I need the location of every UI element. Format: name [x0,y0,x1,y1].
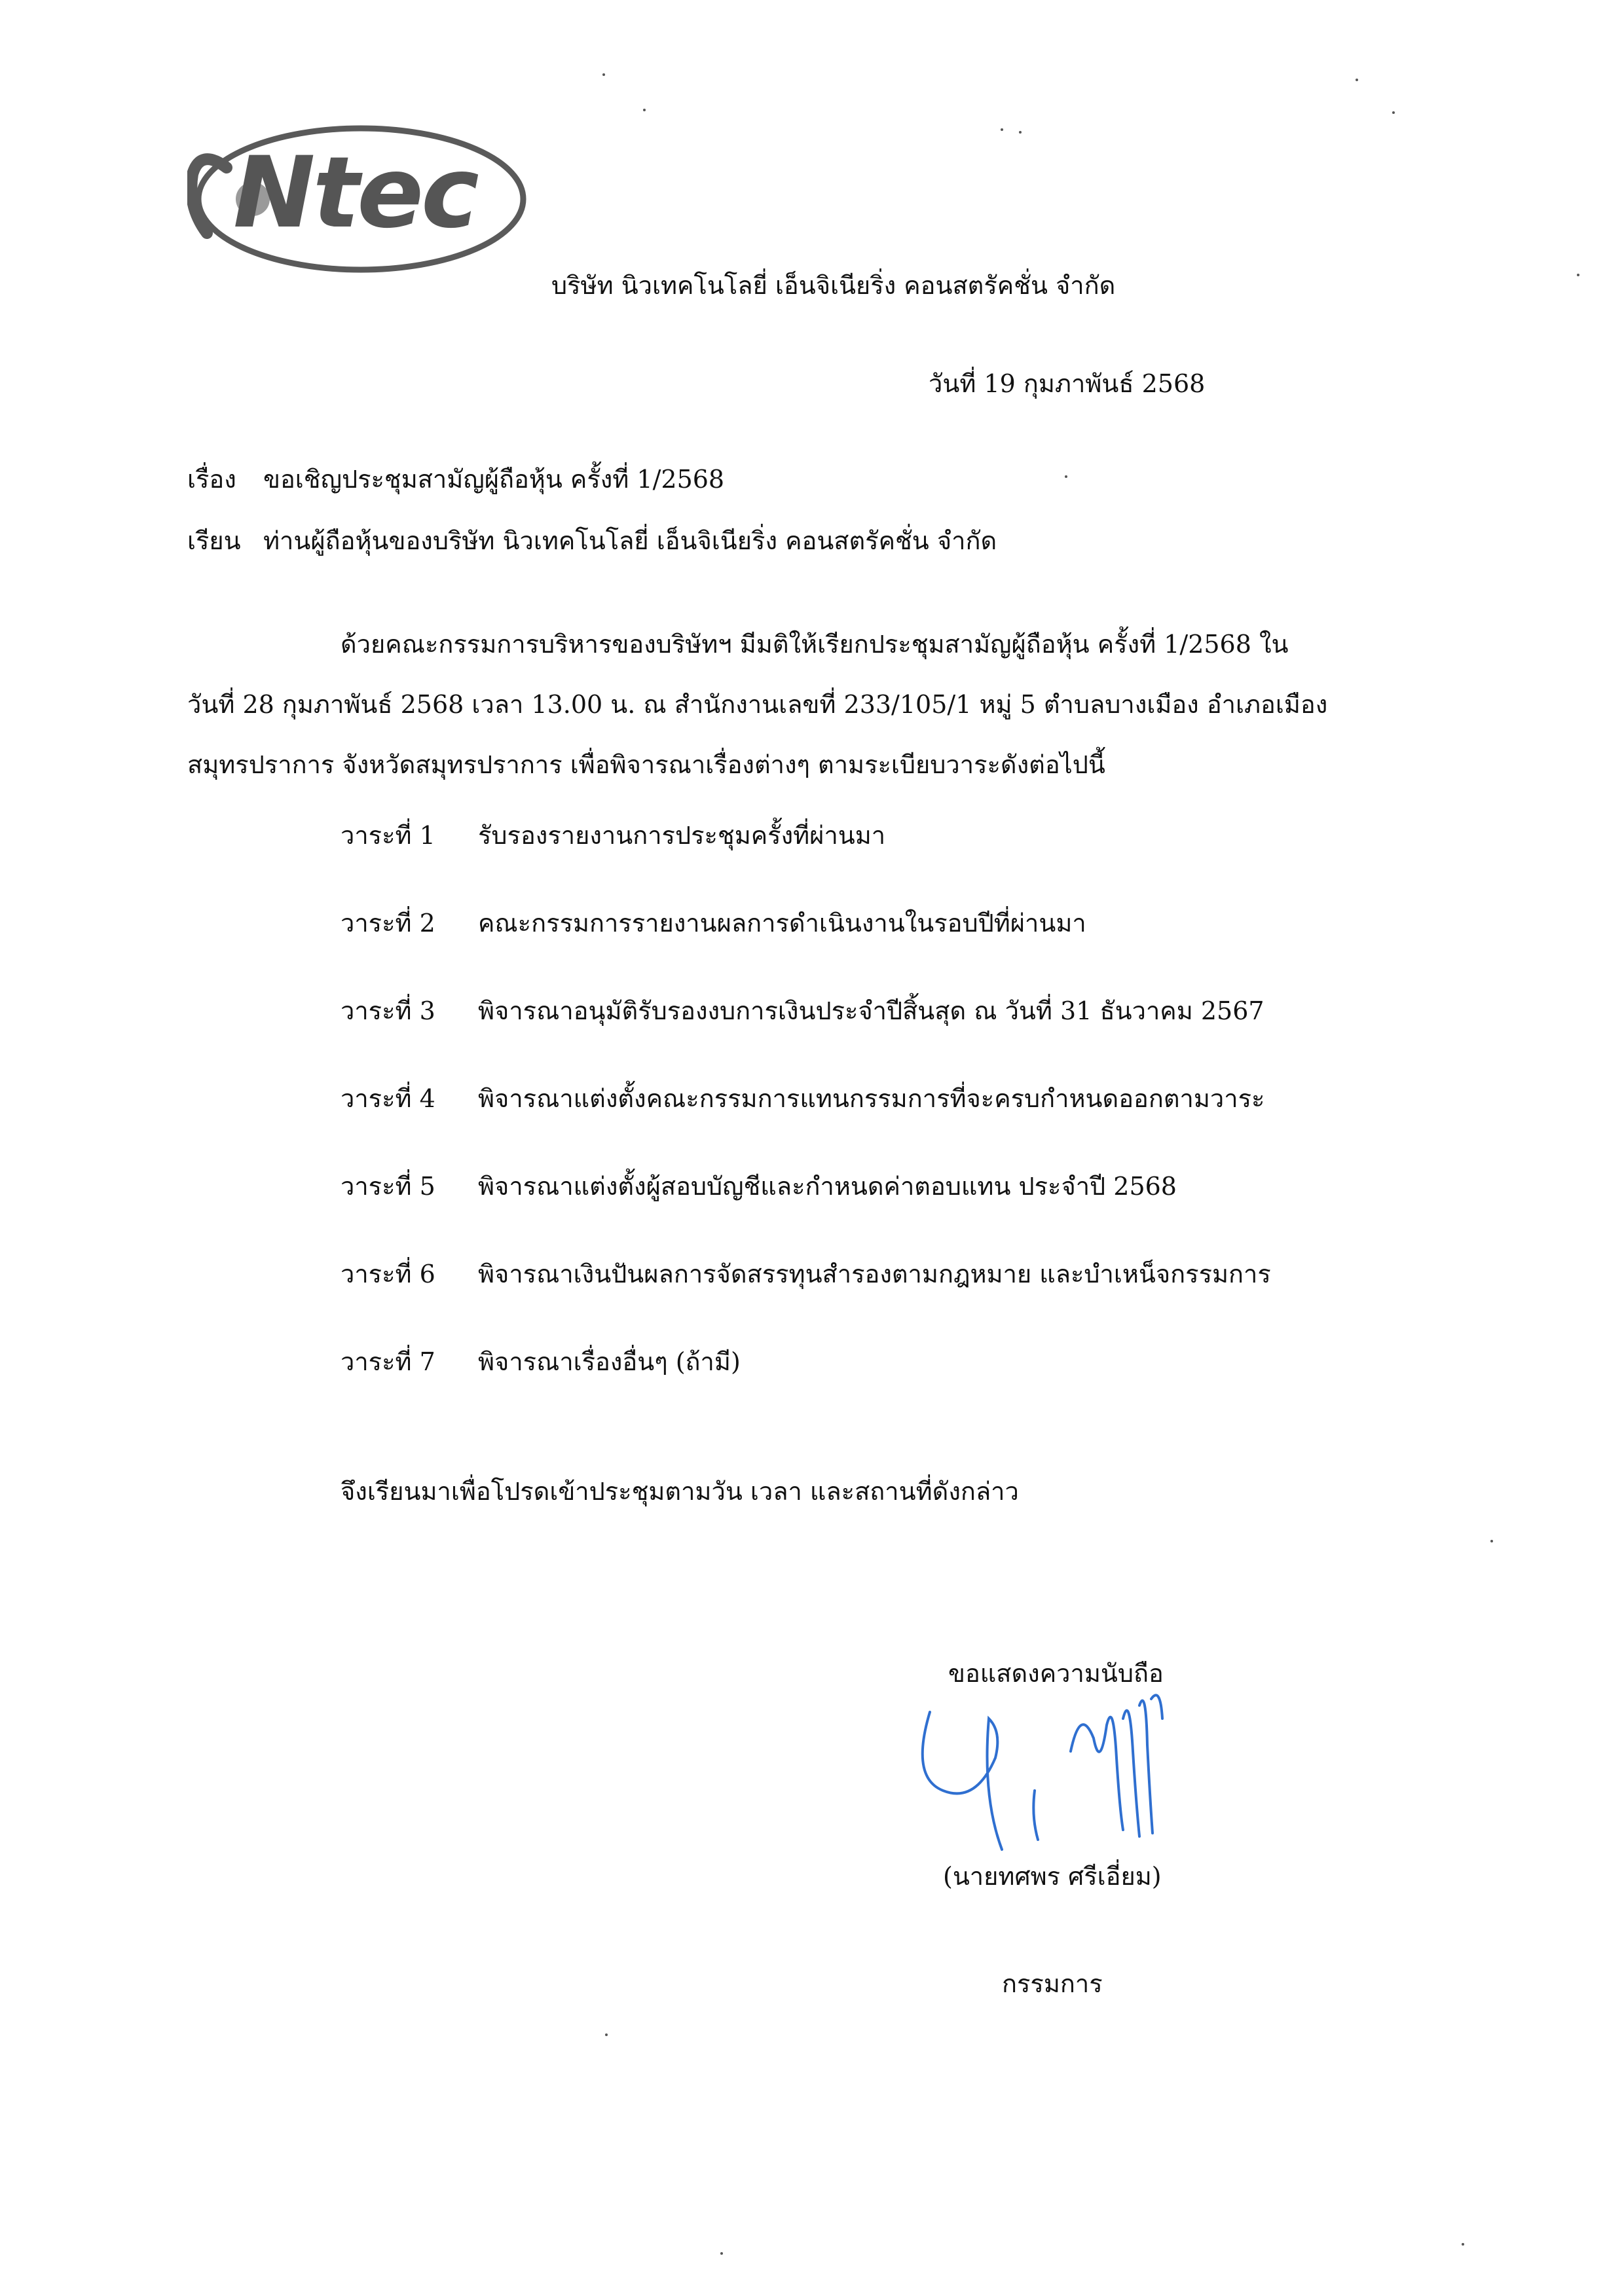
regards-text: ขอแสดงความนับถือ [948,1659,1164,1688]
scan-speck [643,109,646,111]
agenda-number: วาระที่ 3 [341,996,435,1025]
agenda-text: คณะกรรมการรายงานผลการดำเนินงานในรอบปีที่ผ่านมา [478,909,1086,938]
subject-label: เรื่อง [187,465,236,494]
scan-speck [1577,274,1579,276]
body-line: ด้วยคณะกรรมการบริหารของบริษัทฯ มีมติให้เรียกประชุมสามัญผู้ถือหุ้น ครั้งที่ 1/2568 ใน [341,630,1289,659]
agenda-item [341,1257,1271,1291]
scan-speck [1356,79,1358,81]
scan-speck [1001,128,1003,131]
agenda-number: วาระที่ 6 [341,1260,435,1288]
scan-speck [1462,2243,1464,2246]
agenda-item [341,1345,741,1379]
agenda-text: พิจารณาอนุมัติรับรองงบการเงินประจำปีสิ้นสุด ณ วันที่ 31 ธันวาคม 2567 [478,996,1264,1025]
subject-text: ขอเชิญประชุมสามัญผู้ถือหุ้น ครั้งที่ 1/2568 [263,465,725,494]
company-logo [187,122,528,285]
signer-name: (นายทศพร ศรีเอี่ยม) [943,1862,1162,1891]
agenda-text: พิจารณาเงินปันผลการจัดสรรทุนสำรองตามกฎหมาย และบำเหน็จกรรมการ [478,1260,1271,1288]
recipient-text: ท่านผู้ถือหุ้นของบริษัท นิวเทคโนโลยี่ เอ็นจิเนียริ่ง คอนสตรัคชั่น จำกัด [263,526,997,555]
scan-speck [1019,131,1022,134]
scan-speck [1490,1540,1493,1542]
agenda-number: วาระที่ 4 [341,1084,435,1113]
letter-date: วันที่ 19 กุมภาพันธ์ 2568 [929,369,1206,398]
scan-speck [605,2033,608,2036]
agenda-number: วาระที่ 7 [341,1347,435,1376]
agenda-text: พิจารณาแต่งตั้งคณะกรรมการแทนกรรมการที่จะครบกำหนดออกตามวาระ [478,1084,1265,1113]
company-name: บริษัท นิวเทคโนโลยี่ เอ็นจิเนียริ่ง คอนสตรัคชั่น จำกัด [551,271,1116,300]
body-line: วันที่ 28 กุมภาพันธ์ 2568 เวลา 13.00 น. ณ สำนักงานเลขที่ 233/105/1 หมู่ 5 ตำบลบางเมือง อำเภอเมือง [187,690,1328,719]
agenda-item [341,1169,1177,1203]
agenda-item [341,994,1264,1028]
agenda-text: พิจารณาเรื่องอื่นๆ (ถ้ามี) [478,1347,741,1376]
agenda-number: วาระที่ 1 [341,821,435,850]
logo-text: Ntec [233,136,477,250]
subject-row [187,462,724,496]
signer-title: กรรมการ [1002,1969,1103,1998]
agenda-item [341,1082,1264,1116]
recipient-label: เรียน [187,526,241,555]
scan-speck [720,2252,723,2255]
agenda-text: รับรองรายงานการประชุมครั้งที่ผ่านมา [478,821,886,850]
scan-speck [1392,111,1395,114]
signature-image [904,1679,1218,1863]
body-line: สมุทรปราการ จังหวัดสมุทรปราการ เพื่อพิจารณาเรื่องต่างๆ ตามระเบียบวาระดังต่อไปนี้ [187,750,1105,779]
recipient-row [187,524,997,558]
closing-text: จึงเรียนมาเพื่อโปรดเข้าประชุมตามวัน เวลา และสถานที่ดังกล่าว [341,1477,1019,1506]
agenda-item [341,906,1086,940]
agenda-item [341,818,885,852]
agenda-text: พิจารณาแต่งตั้งผู้สอบบัญชีและกำหนดค่าตอบแทน ประจำปี 2568 [478,1172,1177,1201]
scan-speck [602,73,605,76]
agenda-number: วาระที่ 5 [341,1172,435,1201]
scan-speck [1065,475,1067,478]
agenda-number: วาระที่ 2 [341,909,435,938]
